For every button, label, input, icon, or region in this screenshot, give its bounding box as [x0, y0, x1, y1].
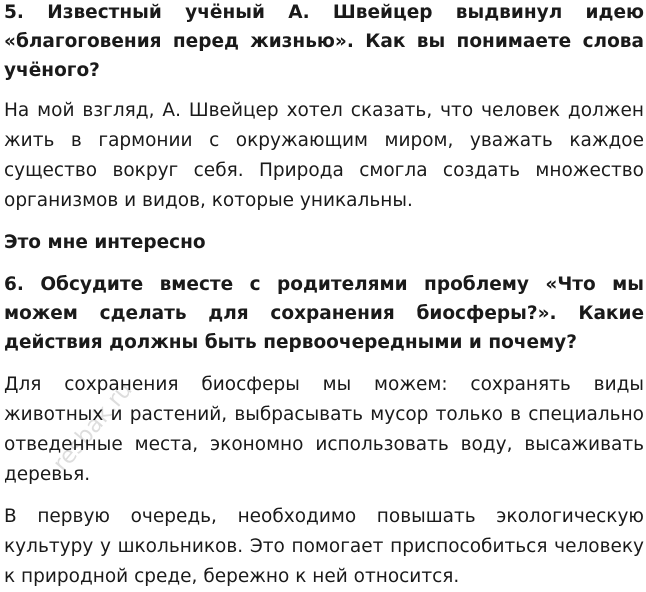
document-page [4, 0, 644, 592]
answer-6-paragraph-1: Для сохранения биосферы мы можем: сохранять виды животных и растений, выбрасывать мусор только в специально отведенные места, экономно использовать воду, высаживать деревья. [4, 374, 644, 485]
question-5: 5. Известный учёный А. Швейцер выдвинул идею «благоговения перед жизнью». Как вы понимаете слова учёного? [4, 2, 644, 81]
interest-heading: Это мне интересно [4, 232, 206, 253]
watermark: resbak.ru [48, 376, 138, 477]
question-6: 6. Обсудите вместе с родителями проблему «Что мы можем сделать для сохранения биосферы?». Какие действия должны быть первоочередными и почему? [4, 274, 644, 353]
answer-6-paragraph-2: В первую очередь, необходимо повышать экологическую культуру у школьников. Это помогает приспособиться человеку к природной среде, бережно к ней относится. [4, 506, 644, 587]
answer-5: На мой взгляд, А. Швейцер хотел сказать, что человек должен жить в гармонии с окружающим миром, уважать каждое существо вокруг себя. Природа смогла создать множество организмов и видов, которые уникальны. [4, 100, 644, 211]
